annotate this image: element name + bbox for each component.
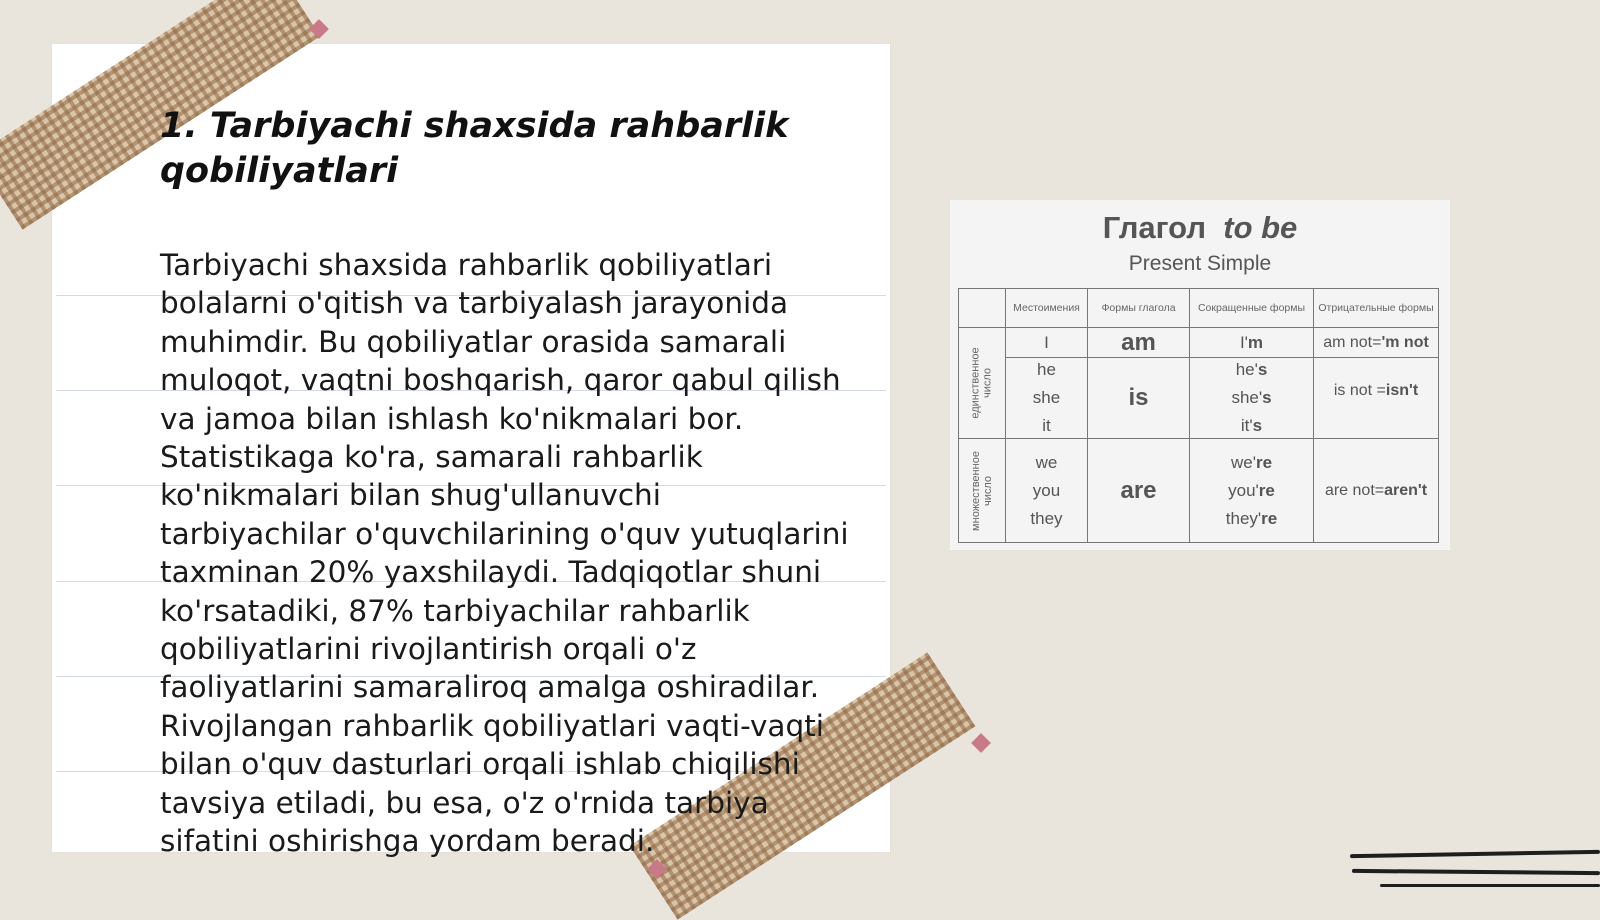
header-pronouns: Местоимения — [1005, 288, 1088, 328]
pronoun-cell — [1005, 438, 1088, 543]
scribble-line — [1352, 869, 1600, 875]
plural-label-cell — [958, 438, 1006, 543]
table-corner-cell — [958, 288, 1006, 328]
negative-are-not: are not= aren't — [1313, 438, 1439, 543]
scribble-line — [1350, 850, 1600, 858]
negative-is-not: is not = isn't — [1313, 357, 1439, 439]
grammar-title-en: to be — [1223, 210, 1298, 245]
pronoun-cell — [1005, 327, 1088, 358]
header-verb-forms: Формы глагола — [1087, 288, 1190, 328]
pronoun-it: it — [1042, 416, 1051, 435]
grammar-subtitle: Present Simple — [1128, 252, 1272, 275]
verb-are: are — [1087, 438, 1190, 543]
header-contractions: Сокращенные формы — [1189, 288, 1314, 328]
grammar-title — [950, 210, 1450, 246]
pronoun-she: she — [1032, 388, 1061, 407]
grammar-table-image — [950, 200, 1450, 550]
pronoun-i: I — [1044, 332, 1049, 352]
contraction-cell — [1189, 357, 1314, 439]
slide-title: 1. Tarbiyachi shaxsida rahbarlik qobiliyatlari — [160, 106, 789, 191]
pronoun-he: he — [1037, 360, 1056, 379]
contraction-theyre: they're — [1225, 508, 1278, 528]
pin-icon — [971, 733, 991, 753]
pronoun-they: they — [1030, 508, 1063, 528]
contraction-im: I'm — [1239, 332, 1264, 352]
plural-label: множественное число — [970, 450, 994, 531]
contraction-cell — [1189, 327, 1314, 358]
contraction-its: it's — [1240, 416, 1263, 435]
contraction-youre: you're — [1228, 480, 1275, 500]
contraction-hes: he's — [1235, 360, 1268, 379]
slide-body-text: Tarbiyachi shaxsida rahbarlik qobiliyatlari bolalarni o'qitish va tarbiyalash jarayonida muhimdir. Bu qobiliyatlar orasida samarali muloqot, vaqtni boshqarish, qaror qabul qilish va jamoa bilan ishlash ko'nikmalari bor. Statistikaga ko'ra, samarali rahbarlik ko'nikmalari bilan shug'ullanuvchi tarbiyachilar o'quvchilarining o'quv yutuqlarini taxminan 20% yaxshilaydi. Tadqiqotlar shuni ko'rsatadiki, 87% tarbiyachilar rahbarlik qobiliyatlarini rivojlantirish orqali o'z faoliyatlarini samaraliroq amalga oshiradilar. Rivojlangan rahbarlik qobiliyatlari vaqti-vaqti bilan o'quv dasturlari orqali ishlab chiqilishi tavsiya etiladi, bu esa, o'z o'rnida tarbiya sifatini oshirishga yordam beradi. — [160, 248, 849, 859]
singular-label-cell — [958, 327, 1006, 439]
pronoun-we: we — [1035, 452, 1058, 472]
contraction-cell — [1189, 438, 1314, 543]
verb-am: am — [1087, 327, 1190, 358]
grammar-table — [958, 288, 1439, 543]
grammar-title-ru: Глагол — [1102, 210, 1207, 245]
header-negatives: Отрицательные формы — [1313, 288, 1439, 328]
contraction-shes: she's — [1231, 388, 1272, 407]
pronoun-cell — [1005, 357, 1088, 439]
singular-label: единственное число — [970, 347, 994, 419]
verb-is: is — [1087, 357, 1190, 439]
negative-am-not: am not= 'm not — [1313, 327, 1439, 358]
scribble-line — [1380, 884, 1600, 887]
contraction-were: we're — [1230, 452, 1273, 472]
pronoun-you: you — [1032, 480, 1061, 500]
